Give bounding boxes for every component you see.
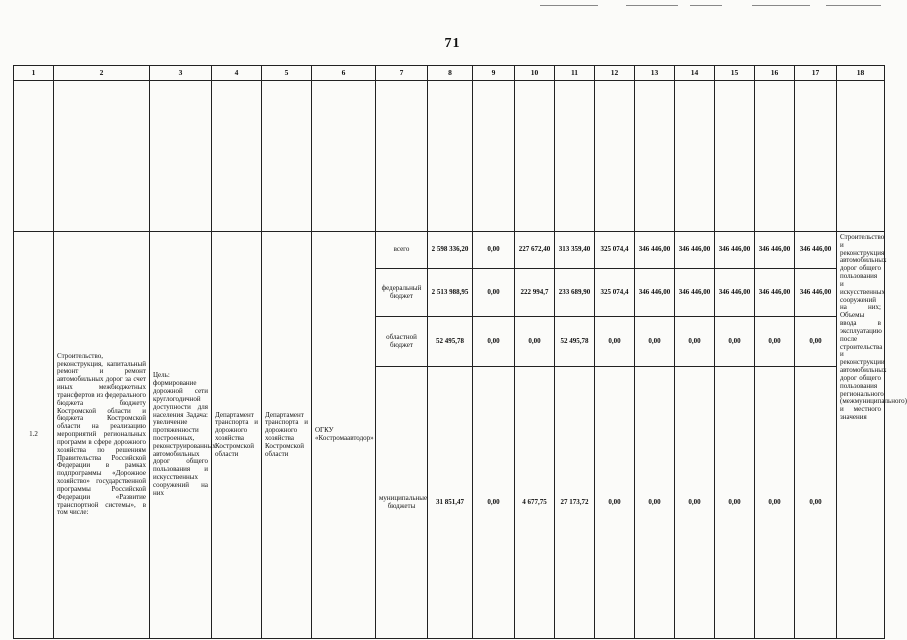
amount-cell: 31 851,47 bbox=[428, 367, 473, 639]
funding-source: федеральный бюджет bbox=[381, 283, 422, 300]
amount-cell: 0,00 bbox=[795, 317, 837, 367]
executor-cell bbox=[212, 232, 262, 639]
amount-cell: 0,00 bbox=[473, 232, 515, 269]
column-header: 15 bbox=[715, 66, 755, 81]
amount-cell: 2 598 336,20 bbox=[428, 232, 473, 269]
amount-cell: 325 074,4 bbox=[595, 269, 635, 317]
amount-cell: 4 677,75 bbox=[515, 367, 555, 639]
empty-cell bbox=[428, 81, 473, 232]
amount-cell: 27 173,72 bbox=[555, 367, 595, 639]
amount-cell: 0,00 bbox=[715, 317, 755, 367]
empty-cell bbox=[755, 81, 795, 232]
empty-cell bbox=[675, 81, 715, 232]
amount-cell: 227 672,40 bbox=[515, 232, 555, 269]
row-number: 1.2 bbox=[29, 430, 38, 439]
amount-cell: 346 446,00 bbox=[755, 232, 795, 269]
scan-edge-line-3 bbox=[690, 5, 722, 6]
amount-cell: 222 994,7 bbox=[515, 269, 555, 317]
empty-cell bbox=[515, 81, 555, 232]
amount-cell: 2 513 988,95 bbox=[428, 269, 473, 317]
amount-cell: 52 495,78 bbox=[428, 317, 473, 367]
funding-source: муниципальные бюджеты bbox=[379, 493, 428, 510]
amount-cell: 0,00 bbox=[675, 367, 715, 639]
column-header: 5 bbox=[262, 66, 312, 81]
row-number-cell bbox=[14, 232, 54, 639]
amount-cell: 325 074,4 bbox=[595, 232, 635, 269]
column-header: 16 bbox=[755, 66, 795, 81]
column-header: 2 bbox=[54, 66, 150, 81]
amount-cell: 0,00 bbox=[515, 317, 555, 367]
column-header: 17 bbox=[795, 66, 837, 81]
amount-cell: 52 495,78 bbox=[555, 317, 595, 367]
empty-cell bbox=[14, 81, 54, 232]
empty-cell bbox=[555, 81, 595, 232]
funds-recipient: ОГКУ «Костромаавтодор» bbox=[315, 426, 374, 442]
column-header: 6 bbox=[312, 66, 376, 81]
recipient-cell bbox=[312, 232, 376, 639]
coexecutor-cell bbox=[262, 232, 312, 639]
amount-cell: 346 446,00 bbox=[635, 269, 675, 317]
amount-cell: 0,00 bbox=[473, 317, 515, 367]
page-number: 71 bbox=[444, 36, 461, 51]
amount-cell: 0,00 bbox=[595, 367, 635, 639]
empty-cell bbox=[837, 81, 885, 232]
column-header: 18 bbox=[837, 66, 885, 81]
amount-cell: 0,00 bbox=[595, 317, 635, 367]
empty-cell bbox=[54, 81, 150, 232]
scan-edge-line-5 bbox=[826, 5, 881, 6]
goal-cell bbox=[150, 232, 216, 639]
expected-result: Строительство и реконструкция автомобильных дорог общего пользования и искусственных сооружений на них; Объемы ввода в эксплуатацию после строительства и реконструкции автомобильных дорог общего пользования регионального (межмуниципального) и местного значения bbox=[840, 233, 907, 422]
empty-cell bbox=[635, 81, 675, 232]
column-header: 3 bbox=[150, 66, 212, 81]
column-header: 10 bbox=[515, 66, 555, 81]
goal-and-task: Цель: формирование дорожной сети круглогодичной доступности для населения Задача: увеличение протяженности построенных, реконструированных автомобильных дорог общего пользования и искусственных сооружений на них bbox=[153, 371, 216, 497]
funding-source-cell bbox=[376, 367, 428, 639]
measure-description: Строительство, реконструкция, капитальный ремонт и ремонт автомобильных дорог за счет иных межбюджетных трансфертов из федерального бюджета бюджету Костромской области и бюджета Костромской области на реализацию мероприятий региональных программ в сфере дорожного хозяйства по решениям Правительства Российской Федерации в рамках подпрограммы «Дорожное хозяйство» государственной программы Российской Федерации «Развитие транспортной системы», в том числе: bbox=[57, 351, 146, 517]
funding-source-cell bbox=[376, 232, 428, 269]
column-header: 8 bbox=[428, 66, 473, 81]
funding-source-cell bbox=[376, 317, 428, 367]
empty-cell bbox=[212, 81, 262, 232]
amount-cell: 346 446,00 bbox=[795, 232, 837, 269]
amount-cell: 346 446,00 bbox=[795, 269, 837, 317]
amount-cell: 346 446,00 bbox=[675, 269, 715, 317]
scan-edge-line-1 bbox=[540, 5, 598, 6]
column-header: 12 bbox=[595, 66, 635, 81]
empty-cell bbox=[795, 81, 837, 232]
amount-cell: 346 446,00 bbox=[715, 269, 755, 317]
amount-cell: 0,00 bbox=[635, 367, 675, 639]
column-header: 14 bbox=[675, 66, 715, 81]
amount-cell: 346 446,00 bbox=[755, 269, 795, 317]
co-executor: Департамент транспорта и дорожного хозяйства Костромской области bbox=[265, 410, 308, 458]
amount-cell: 0,00 bbox=[755, 367, 795, 639]
amount-cell: 346 446,00 bbox=[635, 232, 675, 269]
empty-cell bbox=[312, 81, 376, 232]
funding-source-cell bbox=[376, 269, 428, 317]
empty-cell bbox=[595, 81, 635, 232]
empty-cell bbox=[376, 81, 428, 232]
column-header: 11 bbox=[555, 66, 595, 81]
empty-cell bbox=[473, 81, 515, 232]
column-header: 4 bbox=[212, 66, 262, 81]
empty-cell bbox=[715, 81, 755, 232]
amount-cell: 0,00 bbox=[755, 317, 795, 367]
scan-edge-line-2 bbox=[626, 5, 678, 6]
amount-cell: 0,00 bbox=[635, 317, 675, 367]
continued-row bbox=[14, 81, 885, 232]
amount-cell: 0,00 bbox=[473, 269, 515, 317]
column-number-row bbox=[14, 66, 885, 81]
column-header: 1 bbox=[14, 66, 54, 81]
scan-edge-line-4 bbox=[752, 5, 810, 6]
empty-cell bbox=[150, 81, 212, 232]
program-table bbox=[13, 65, 907, 639]
column-header: 9 bbox=[473, 66, 515, 81]
funding-source: всего bbox=[393, 245, 410, 254]
column-header: 13 bbox=[635, 66, 675, 81]
description-cell bbox=[54, 232, 150, 639]
amount-cell: 346 446,00 bbox=[675, 232, 715, 269]
amount-cell: 346 446,00 bbox=[715, 232, 755, 269]
funding-row-total bbox=[14, 232, 885, 269]
amount-cell: 0,00 bbox=[473, 367, 515, 639]
amount-cell: 313 359,40 bbox=[555, 232, 595, 269]
amount-cell: 0,00 bbox=[675, 317, 715, 367]
amount-cell: 0,00 bbox=[795, 367, 837, 639]
amount-cell: 233 689,90 bbox=[555, 269, 595, 317]
funding-source: областной бюджет bbox=[386, 332, 417, 349]
column-header: 7 bbox=[376, 66, 428, 81]
amount-cell: 0,00 bbox=[715, 367, 755, 639]
responsible-executor: Департамент транспорта и дорожного хозяйства Костромской области bbox=[215, 410, 258, 458]
expected-result-cell bbox=[837, 232, 907, 639]
empty-cell bbox=[262, 81, 312, 232]
